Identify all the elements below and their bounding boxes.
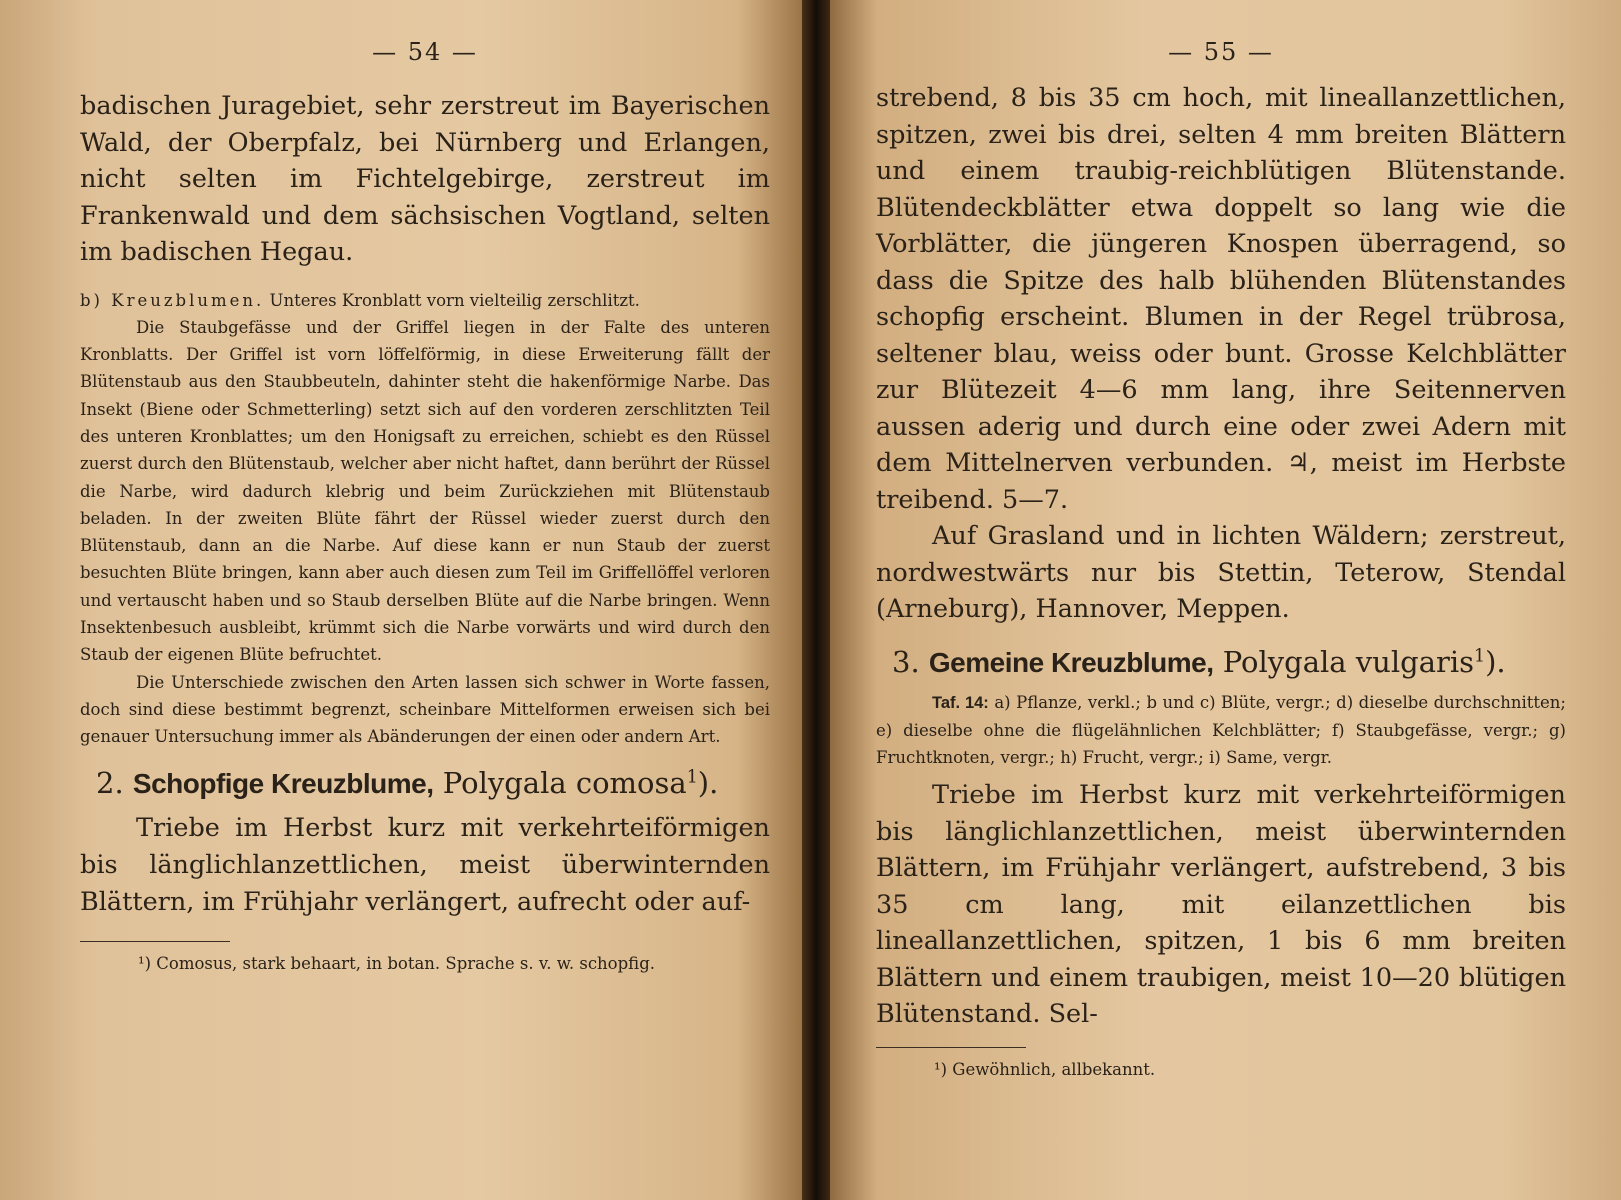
footnote-rule bbox=[876, 1047, 1026, 1048]
species-latin-name: Polygala vulgaris bbox=[1222, 644, 1475, 679]
book-gutter bbox=[802, 0, 830, 1200]
species-number: 2. bbox=[96, 765, 124, 800]
footnote: ¹) Gewöhnlich, allbekannt. bbox=[934, 1059, 1156, 1079]
species-description: Triebe im Herbst kurz mit verkehrteiförmigen bis länglichlanzettlichen, meist überwinternden Blättern, im Frühjahr verlängert, aufrecht oder auf- bbox=[80, 812, 770, 917]
species-number: 3. bbox=[892, 644, 920, 679]
pollination-paragraph: Die Staubgefässe und der Griffel liegen in der Falte des unteren Kronblatts. Der Griffel ist vorn löffelförmig, in diese Erweiterung fällt der Blütenstaub aus den Staubbeuteln, dahinter steht die hakenförmige Narbe. Das Insekt (Biene oder Schmetterling) setzt sich auf den vorderen zerschlitzten Teil des unteren Kronblattes; um den Honigsaft zu erreichen, schiebt es den Rüssel zuerst durch den Blütenstaub, welcher aber nicht haftet, dann berührt der Rüssel die Narbe, wird dadurch klebrig und beim Zurückziehen mit Blütenstaub beladen. In der zweiten Blüte fährt der Rüssel wieder zuerst durch den Blütenstaub, dann an die Narbe. Auf diese kann er nun Staub der zuerst besuchten Blüte bringen, kann aber auch diesen zum Teil im Griffellöffel verloren und vertauscht haben und so Staub derselben Blüte auf die Narbe bringen. Wenn Insektenbesuch ausbleibt, krümmt sich die Narbe vorwärts und wird durch den Staub der eigenen Blüte befruchtet. bbox=[80, 317, 770, 665]
page-number: — 55 — bbox=[1168, 38, 1274, 66]
species-heading bbox=[80, 763, 770, 804]
subsection-paragraph bbox=[80, 287, 770, 314]
species-common-name: Gemeine Kreuzblume, bbox=[928, 646, 1214, 678]
plate-caption bbox=[876, 689, 1566, 772]
plate-label: Taf. 14: bbox=[932, 693, 989, 712]
footnote-marker: 1 bbox=[1474, 645, 1486, 666]
species-differences-paragraph: Die Unterschiede zwischen den Arten lassen sich schwer in Worte fassen, doch sind diese bestimmt begrenzt, scheinbare Mittelformen erweisen sich bei genauer Untersuchung immer als Abänderungen der einen oder andern Art. bbox=[80, 672, 770, 747]
species-common-name: Schopfige Kreuzblume, bbox=[132, 767, 434, 799]
habitat-paragraph: Auf Grasland und in lichten Wäldern; zerstreut, nordwestwärts nur bis Stettin, Teterow, Stendal (Arneburg), Hannover, Meppen. bbox=[876, 521, 1566, 624]
continuation-paragraph: badischen Juragebiet, sehr zerstreut im Bayerischen Wald, der Oberpfalz, bei Nürnberg und Erlangen, nicht selten im Fichtelgebirge, zerstreut im Frankenwald und dem sächsischen Vogtland, selten im badischen Hegau. bbox=[80, 91, 770, 267]
heading-end: ). bbox=[1485, 644, 1506, 679]
footnote: ¹) Comosus, stark behaart, in botan. Sprache s. v. w. schopfig. bbox=[138, 953, 655, 973]
description-paragraph: strebend, 8 bis 35 cm hoch, mit lineallanzettlichen, spitzen, zwei bis drei, selten 4 mm breiten Blättern und einem traubig-reichblütigen Blütenstande. Blütendeckblätter etwa doppelt so lang wie die Vorblätter, die jüngeren Knospen überragend, so dass die Spitze des halb blühenden Blütenstandes schopfig erscheint. Blumen in der Regel trübrosa, seltener blau, weiss oder bunt. Grosse Kelchblätter zur Blütezeit 4—6 mm lang, ihre Seitennerven aussen aderig und durch eine oder zwei Adern mit dem Mittelnerven verbunden. ♃, meist im Herbste treibend. 5—7. bbox=[876, 83, 1566, 515]
page-number: — 54 — bbox=[372, 38, 478, 66]
plate-text: a) Pflanze, verkl.; b und c) Blüte, vergr.; d) dieselbe durchschnitten; e) dieselbe ohne die flügelähnlichen Kelchblätter; f) Staubgefässe, vergr.; g) Fruchtknoten, vergr.; h) Frucht, vergr.; i) Same, vergr. bbox=[876, 692, 1566, 768]
heading-end: ). bbox=[697, 765, 719, 800]
subsection-label: b) Kreuzblumen. bbox=[80, 290, 265, 310]
species-description: Triebe im Herbst kurz mit verkehrteiförmigen bis länglichlanzettlichen, meist überwinternden Blättern, im Frühjahr verlängert, aufstrebend, 3 bis 35 cm lang, mit eilanzettlichen bis lineallanzettlichen, spitzen, 1 bis 6 mm breiten Blättern und einem traubigen, meist 10—20 blütigen Blütenstand. Sel- bbox=[876, 780, 1566, 1030]
species-latin-name: Polygala comosa bbox=[442, 765, 687, 800]
right-page-content bbox=[876, 38, 1566, 1082]
species-heading bbox=[876, 642, 1566, 683]
footnote-marker: 1 bbox=[686, 766, 698, 787]
left-page bbox=[0, 0, 802, 1200]
left-page-content bbox=[80, 38, 770, 976]
footnote-rule bbox=[80, 941, 230, 942]
right-page bbox=[830, 0, 1621, 1200]
subsection-text: Unteres Kronblatt vorn vielteilig zerschlitzt. bbox=[269, 290, 640, 310]
